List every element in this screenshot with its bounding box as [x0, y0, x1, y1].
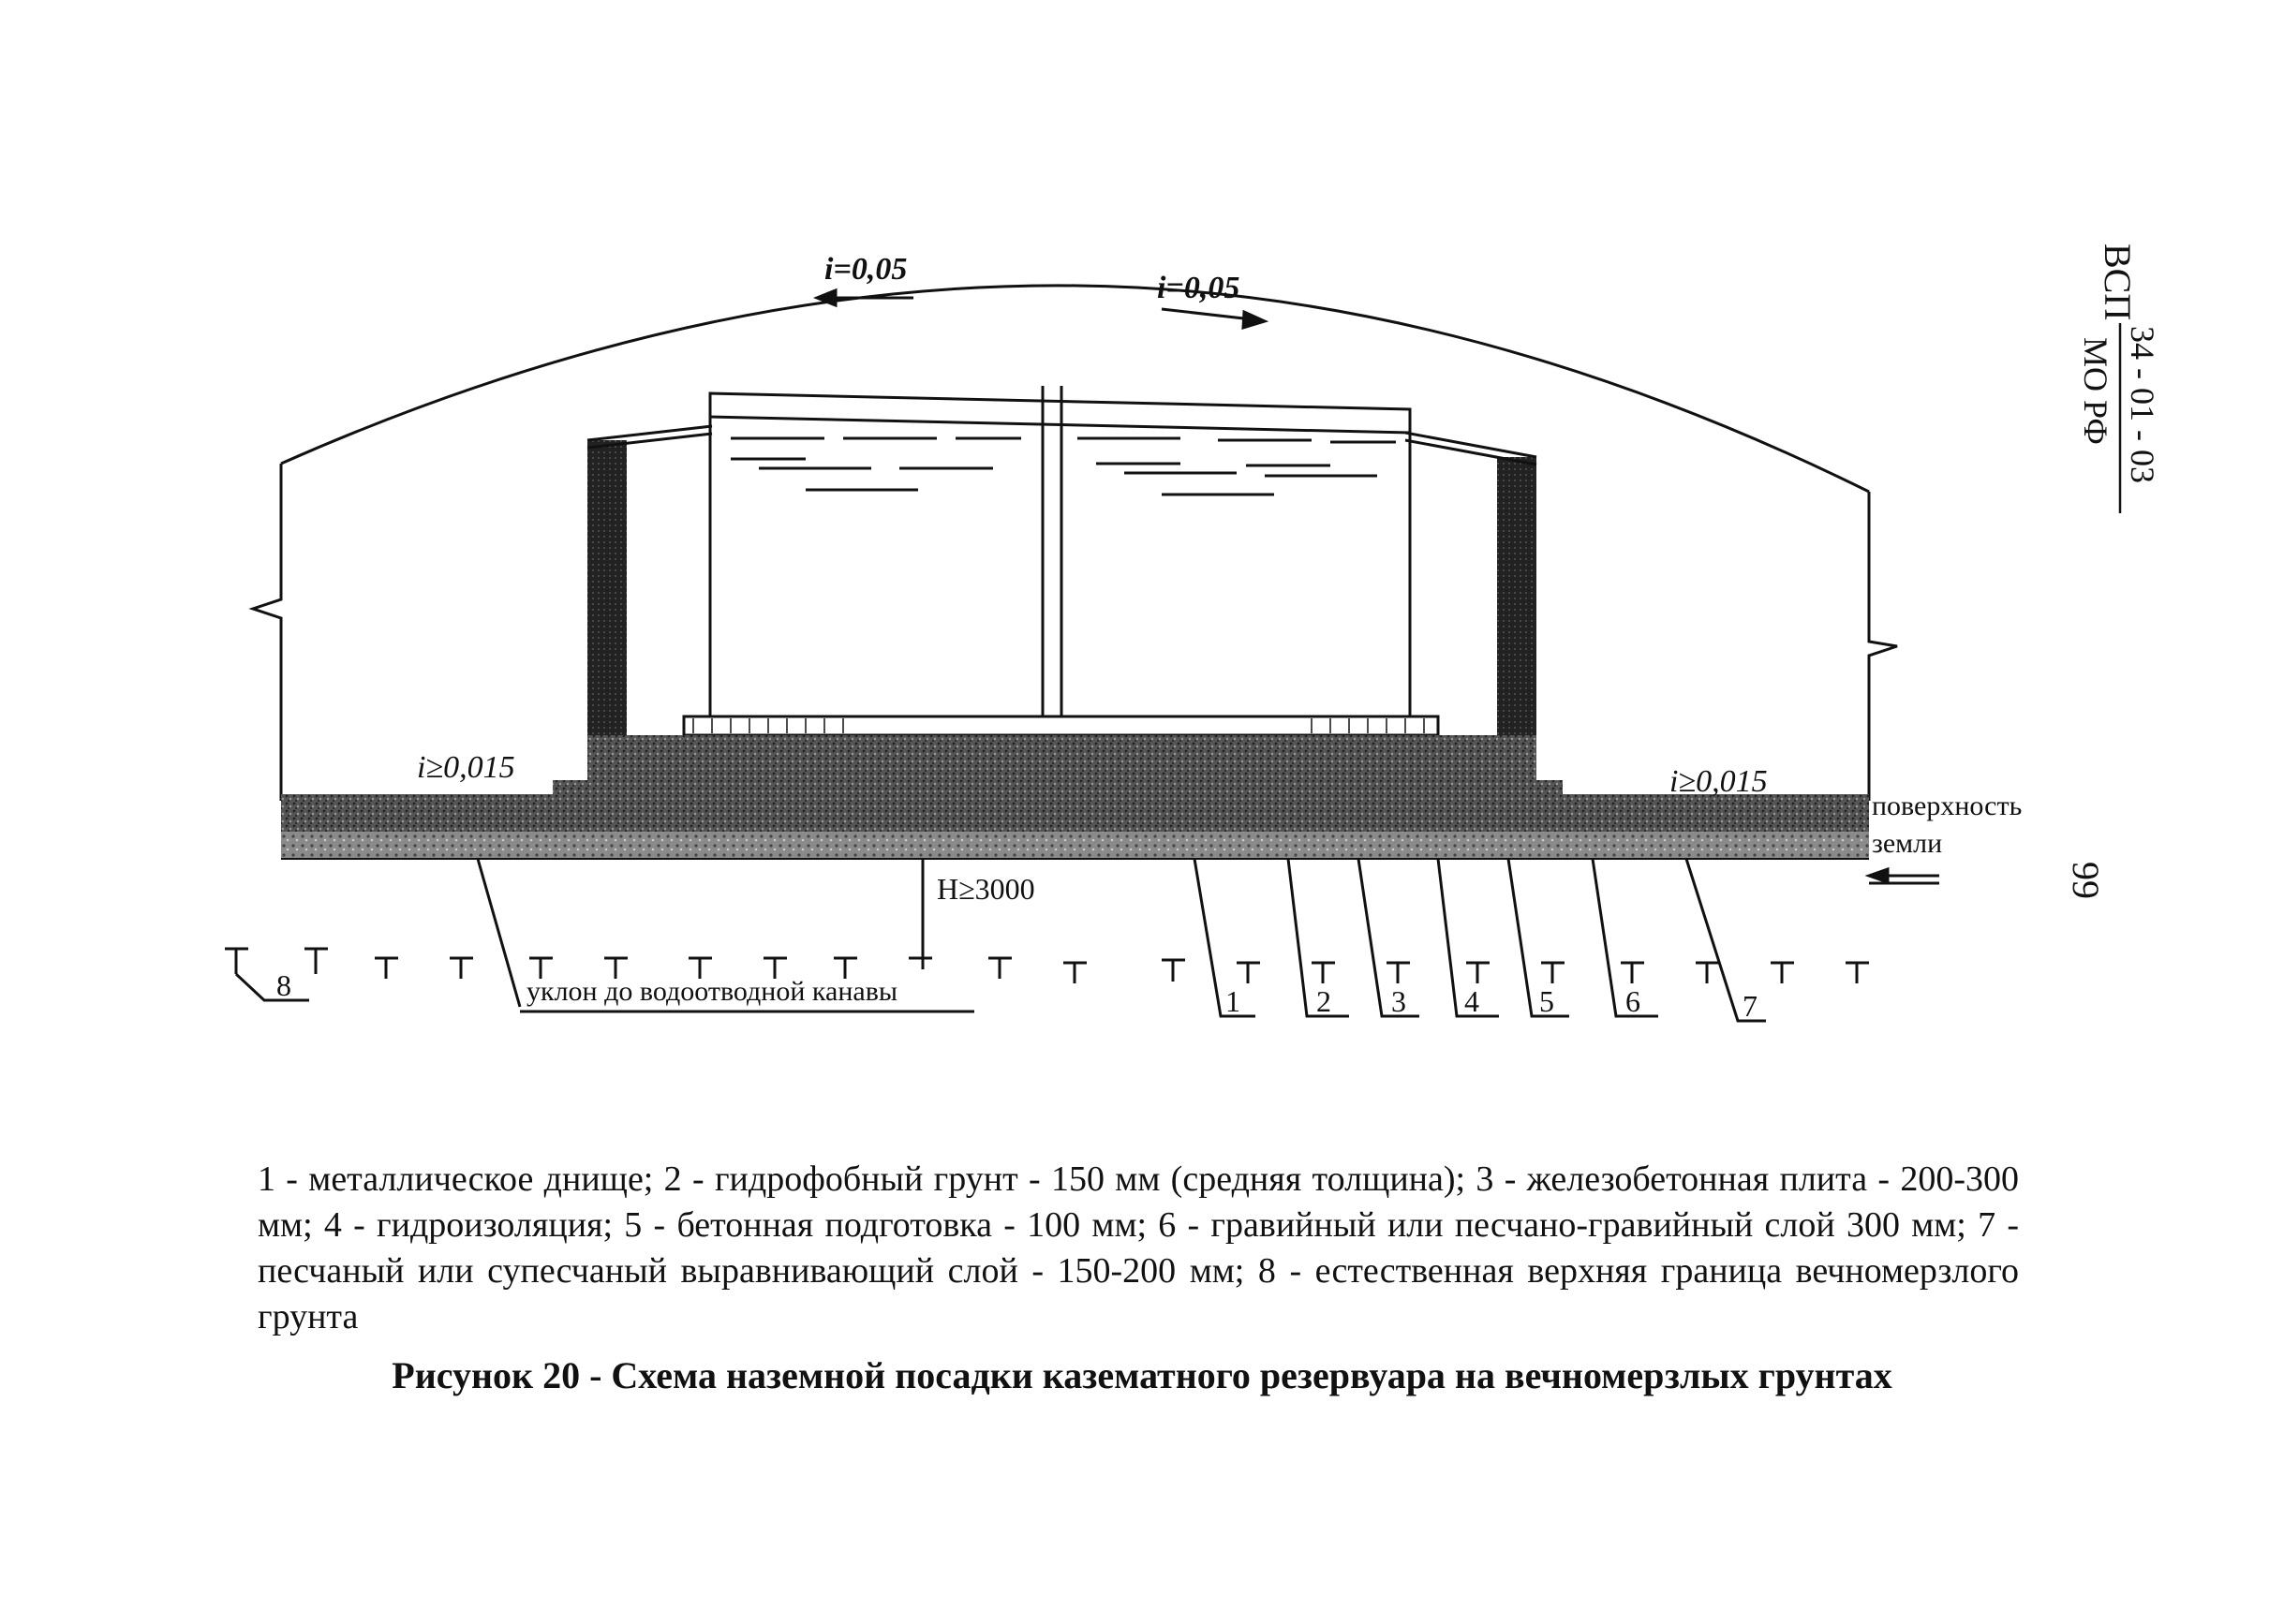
callout-numbers	[276, 968, 1757, 1023]
figure-legend: 1 - металлическое днище; 2 - гидрофобный грунт - 150 мм (средняя толщина); 3 - железобетонная плита - 200-300 мм; 4 - гидроизоляция; 5 - бетонная подготовка - 100 мм; 6 - гравийный или песчано-гравийный слой 300 мм; 7 - песчаный или супесчаный выравнивающий слой - 150-200 мм; 8 - естественная верхняя граница вечномерзлого грунта	[258, 1159, 2019, 1336]
callout-7: 7	[1743, 989, 1757, 1023]
ground-label-line2: земли	[1872, 828, 1943, 859]
document-code-numerator: 34 - 01 - 03	[2124, 326, 2161, 483]
slope-arrow-right	[1162, 309, 1265, 328]
document-code	[2066, 239, 2178, 520]
callout-2: 2	[1316, 984, 1331, 1018]
callout-3: 3	[1391, 984, 1406, 1018]
depth-label: H≥3000	[937, 872, 1035, 906]
callout-8: 8	[276, 968, 291, 1002]
drain-label: уклон до водоотводной канавы	[527, 976, 898, 1007]
callout-1: 1	[1225, 984, 1240, 1018]
central-column	[1043, 386, 1061, 726]
document-code-denominator: МО РФ	[2077, 337, 2114, 445]
liquid-level-marks	[731, 438, 1396, 495]
ground-label-line1: поверхность	[1872, 790, 2023, 821]
figure-caption: Рисунок 20 - Схема наземной посадки казематного резервуара на вечномерзлых грунтах	[392, 1354, 1892, 1396]
page-number: 99	[2065, 862, 2107, 899]
callout-5: 5	[1539, 984, 1554, 1018]
ground-gravel-layer	[281, 794, 1869, 834]
tank-wall-right	[1497, 457, 1536, 780]
ground-surface-marker	[1869, 869, 1939, 883]
metal-bottom	[684, 716, 1438, 735]
tank-wall-left	[587, 440, 627, 782]
permafrost-boundary-marks	[225, 949, 1869, 983]
slope-label-top-right: i=0,05	[1157, 271, 1240, 305]
slope-label-top-left: i=0,05	[824, 252, 908, 287]
slope-label-ground-left: i≥0,015	[417, 750, 515, 785]
callout-6: 6	[1625, 984, 1640, 1018]
slope-label-ground-right: i≥0,015	[1669, 764, 1768, 799]
document-code-prefix: ВСП	[2097, 244, 2139, 321]
callout-4: 4	[1464, 984, 1479, 1018]
ground-sand-layer	[281, 832, 1869, 858]
